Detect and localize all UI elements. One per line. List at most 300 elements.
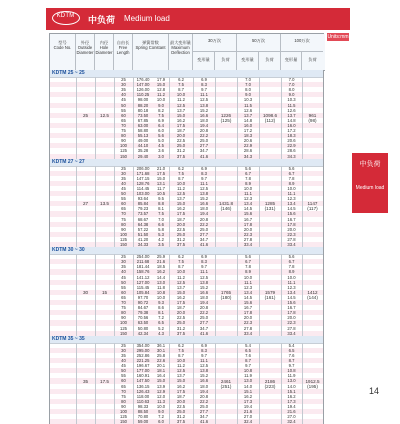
cell-deflection-300k: 41.6 [199, 330, 209, 336]
column-divider [215, 166, 216, 248]
cell-deflection-1m: 14.8 [287, 117, 296, 123]
cell-free-length: 150 [120, 153, 127, 159]
cell-deflection-300k: 41.6 [199, 419, 209, 424]
cell-free-length: 55 [121, 373, 126, 379]
cell-deflection-300k: 19.4 [199, 122, 209, 128]
cell-spring-constant: 126.00 [136, 87, 150, 93]
group-od [76, 201, 95, 206]
cell-deflection-300k: 15.2 [199, 373, 209, 379]
cell-spring-constant-kgf: 13.9 [156, 383, 166, 389]
cell-max-deflection: 15.0 [176, 289, 186, 295]
group-load-300k-value: 1431.8 [218, 201, 234, 207]
cell-spring-constant-kgf: 7.5 [158, 112, 164, 118]
cell-spring-constant: 177.00 [136, 368, 150, 374]
cell-deflection-1m: 11.5 [287, 102, 296, 108]
page-number: 14 [369, 386, 380, 396]
cell-deflection-300k: 13.8 [199, 279, 209, 285]
cell-deflection-500k: 12.3 [243, 284, 253, 290]
cell-max-deflection: 37.5 [176, 419, 186, 424]
cell-deflection-1m: 5.4 [288, 342, 295, 348]
cell-spring-constant: 128.76 [136, 180, 150, 186]
cell-free-length: 40 [121, 358, 126, 364]
cell-max-deflection: 17.5 [176, 388, 186, 394]
cell-max-deflection: 13.7 [176, 107, 186, 113]
group-load-1m-value: 1147 [307, 201, 318, 207]
cell-spring-constant-kgf: 18.5 [156, 264, 166, 270]
cell-spring-constant-kgf: 6.5 [158, 320, 164, 326]
cell-max-deflection: 22.5 [176, 403, 186, 409]
cell-deflection-300k: 41.6 [199, 242, 209, 248]
cell-max-deflection: 31.2 [176, 236, 186, 242]
cell-spring-constant-kgf: 4.3 [158, 330, 164, 336]
cell-deflection-1m: 17.2 [287, 128, 296, 133]
cell-spring-constant: 55.13 [137, 133, 149, 139]
cell-spring-constant: 181.44 [136, 264, 150, 270]
cell-deflection-1m: 18.3 [287, 133, 296, 139]
cell-max-deflection: 15.0 [176, 201, 186, 207]
cell-free-length: 50 [121, 191, 126, 197]
cell-deflection-300k: 9.7 [201, 264, 207, 270]
group-load-300k-kgf: (146) [220, 206, 232, 212]
group-load-1m [302, 379, 323, 389]
cell-deflection-1m: 13.4 [287, 201, 296, 207]
cell-deflection-500k: 9.7 [245, 363, 251, 369]
cell-spring-constant: 67.85 [137, 117, 149, 123]
cell-spring-constant: 70.80 [137, 414, 149, 420]
column-divider [114, 166, 115, 248]
col-life-1m [281, 34, 323, 52]
group-load-300k-value: 1226 [220, 112, 232, 118]
cell-spring-constant: 73.57 [137, 211, 149, 217]
cell-max-deflection: 7.5 [178, 347, 184, 353]
cell-deflection-1m: 20.6 [287, 138, 296, 144]
cell-spring-constant-kgf: 9.3 [158, 300, 164, 306]
cell-spring-constant: 42.34 [137, 330, 149, 336]
cell-free-length: 125 [120, 236, 127, 242]
cell-spring-constant: 196.67 [136, 363, 150, 369]
column-divider [133, 77, 134, 159]
cell-free-length: 45 [121, 97, 126, 103]
cell-deflection-300k: 16.6 [199, 112, 209, 118]
cell-spring-constant-kgf: 16.4 [156, 373, 166, 379]
cell-spring-constant-kgf: 6.6 [158, 221, 164, 227]
cell-deflection-500k: 27.0 [243, 414, 253, 420]
cell-deflection-300k: 6.9 [201, 254, 207, 260]
cell-deflection-500k: 11.1 [244, 279, 252, 285]
cell-free-length: 150 [120, 419, 127, 424]
column-divider [76, 166, 77, 248]
cell-free-length: 30 [121, 82, 126, 88]
cell-max-deflection: 17.5 [176, 122, 186, 128]
spec-group-title-text: KDTM 25 ~ 25 [52, 70, 85, 76]
cell-deflection-1m: 10.8 [287, 368, 296, 374]
cell-deflection-500k: 8.9 [245, 269, 251, 275]
col-load-2: 负荷 [259, 52, 281, 70]
cell-free-length: 35 [121, 264, 126, 270]
cell-spring-constant-kgf: 10.0 [156, 294, 166, 300]
cell-deflection-1m: 34.3 [287, 153, 296, 159]
cell-spring-constant: 211.68 [136, 259, 150, 265]
cell-spring-constant: 64.38 [137, 221, 149, 227]
cell-deflection-1m: 7.0 [288, 77, 295, 82]
cell-free-length: 35 [121, 87, 126, 93]
cell-spring-constant-kgf: 15.0 [156, 175, 166, 181]
column-divider [95, 166, 96, 248]
cell-max-deflection: 17.5 [176, 211, 186, 217]
cell-deflection-500k: 16.7 [243, 305, 253, 311]
group-load-300k-value: 2461 [220, 378, 232, 384]
cell-spring-constant-kgf: 4.5 [158, 143, 164, 149]
cell-deflection-500k: 20.6 [243, 138, 253, 144]
cell-spring-constant-kgf: 14.4 [156, 274, 166, 280]
cell-spring-constant-kgf: 10.8 [156, 289, 166, 295]
cell-max-deflection: 6.2 [178, 165, 184, 171]
cell-max-deflection: 37.5 [176, 242, 186, 248]
cell-deflection-300k: 27.7 [199, 409, 209, 415]
cell-deflection-300k: 9.7 [201, 87, 207, 93]
cell-max-deflection: 25.0 [176, 409, 186, 415]
group-od-value: 27 [82, 201, 89, 207]
cell-spring-constant-kgf: 11.8 [157, 284, 165, 290]
cell-free-length: 60 [121, 201, 126, 207]
cell-deflection-500k: 7.6 [245, 352, 251, 358]
cell-spring-constant-kgf: 11.7 [157, 185, 165, 191]
cell-free-length: 55 [121, 196, 126, 202]
cell-deflection-500k: 20.0 [243, 226, 253, 232]
cell-max-deflection: 8.7 [178, 175, 184, 181]
column-divider [281, 166, 282, 248]
cell-spring-constant: 171.68 [136, 170, 150, 176]
col-defl-2: 变形量 [237, 52, 259, 70]
cell-free-length: 75 [121, 128, 126, 133]
cell-free-length: 150 [120, 330, 127, 336]
cell-free-length: 80 [121, 133, 126, 139]
cell-deflection-1m: 11.1 [287, 279, 296, 285]
cell-max-deflection: 31.2 [176, 325, 186, 331]
column-divider [193, 254, 194, 336]
cell-spring-constant-kgf: 21.0 [156, 165, 166, 171]
cell-spring-constant-kgf: 5.2 [158, 325, 164, 331]
cell-deflection-1m: 12.3 [287, 196, 296, 202]
cell-deflection-500k: 10.0 [243, 185, 253, 191]
cell-deflection-500k: 9.0 [245, 92, 251, 98]
cell-max-deflection: 18.7 [176, 305, 186, 311]
cell-deflection-300k: 11.1 [200, 269, 208, 275]
cell-spring-constant-kgf: 25.8 [156, 352, 166, 358]
group-id-value: 12.5 [100, 112, 109, 118]
section-tab-en: Medium load [355, 185, 385, 191]
cell-deflection-300k: 20.8 [199, 305, 209, 311]
group-load-1m-kgf: (98) [308, 117, 317, 123]
cell-spring-constant-kgf: 22.6 [156, 358, 166, 364]
cell-free-length: 75 [121, 216, 126, 222]
column-divider [114, 343, 115, 424]
cell-spring-constant-kgf: 5.6 [158, 133, 164, 139]
group-load-1m-value: 1412 [307, 289, 318, 295]
spec-group [50, 247, 323, 336]
cell-spring-constant-kgf: 7.5 [158, 211, 164, 217]
cell-free-length: 75 [121, 393, 126, 399]
cell-spring-constant-kgf: 12.8 [156, 87, 166, 93]
cell-deflection-1m: 13.0 [287, 378, 296, 384]
cell-deflection-300k: 6.9 [201, 77, 207, 82]
cell-free-length: 90 [121, 403, 126, 409]
cell-max-deflection: 6.2 [178, 77, 184, 82]
col-life-500k [237, 34, 281, 52]
cell-deflection-500k: 18.3 [243, 133, 253, 139]
brand-logo-text: KDTM [56, 13, 75, 19]
cell-deflection-1m: 20.0 [287, 226, 296, 232]
cell-deflection-500k: 27.8 [243, 325, 253, 331]
header-title-cn: 中负荷 [88, 15, 116, 25]
cell-spring-constant: 141.12 [136, 274, 150, 280]
cell-deflection-500k: 12.6 [243, 107, 253, 113]
cell-spring-constant: 98.00 [137, 97, 149, 103]
cell-deflection-500k: 17.2 [243, 128, 253, 133]
cell-max-deflection: 10.0 [176, 358, 186, 364]
cell-max-deflection: 22.5 [176, 226, 186, 232]
cell-spring-constant: 63.50 [137, 320, 149, 326]
spec-group-title-text: KDTM 27 ~ 27 [52, 158, 85, 165]
spec-group [50, 70, 323, 159]
cell-deflection-300k: 15.2 [199, 284, 209, 290]
cell-max-deflection: 20.0 [176, 310, 186, 316]
cell-max-deflection: 7.5 [178, 170, 184, 176]
cell-spring-constant-kgf: 3.0 [158, 153, 164, 159]
column-divider [114, 77, 115, 159]
column-divider [133, 166, 134, 248]
group-load-500k-value: 2186 [264, 378, 276, 384]
cell-free-length: 40 [121, 269, 126, 275]
cell-spring-constant: 158.76 [136, 269, 150, 275]
cell-deflection-300k: 12.5 [199, 97, 209, 103]
cell-deflection-500k: 10.0 [243, 274, 253, 280]
cell-deflection-500k: 22.3 [243, 320, 253, 326]
cell-spring-constant: 252.86 [136, 352, 150, 358]
col-defl-3: 变形量 [281, 52, 302, 70]
cell-deflection-300k: 22.2 [199, 221, 209, 227]
group-load-500k [259, 379, 281, 389]
cell-max-deflection: 20.0 [176, 398, 186, 404]
cell-deflection-500k: 12.3 [243, 196, 253, 202]
cell-deflection-1m: 15.6 [287, 300, 296, 306]
cell-deflection-1m: 10.0 [287, 274, 296, 280]
cell-spring-constant: 44.10 [137, 143, 149, 149]
cell-deflection-500k: 21.6 [243, 409, 253, 415]
cell-max-deflection: 18.7 [176, 216, 186, 222]
column-divider [95, 77, 96, 159]
cell-max-deflection: 22.5 [176, 315, 186, 321]
cell-free-length: 55 [121, 284, 126, 290]
cell-max-deflection: 15.0 [176, 378, 186, 384]
cell-deflection-1m: 6.7 [288, 170, 295, 176]
group-load-300k-kgf: (125) [220, 117, 232, 123]
cell-spring-constant: 85.84 [137, 201, 149, 207]
col-max-deflection-en: Maximum Deflection [171, 45, 190, 55]
cell-free-length: 80 [121, 221, 126, 227]
cell-spring-constant: 49.00 [137, 138, 149, 144]
cell-spring-constant: 88.20 [137, 102, 149, 108]
cell-free-length: 70 [121, 122, 126, 128]
cell-spring-constant: 147.15 [136, 175, 150, 181]
cell-deflection-1m: 8.9 [288, 180, 295, 186]
group-id [95, 113, 114, 118]
cell-deflection-1m: 7.8 [288, 264, 295, 270]
cell-deflection-1m: 17.3 [287, 398, 296, 404]
cell-max-deflection: 13.7 [176, 373, 186, 379]
cell-free-length: 125 [120, 414, 127, 420]
cell-free-length: 90 [121, 138, 126, 144]
cell-spring-constant-kgf: 5.8 [158, 226, 164, 232]
cell-spring-constant: 93.64 [137, 196, 149, 202]
cell-max-deflection: 12.5 [176, 191, 186, 197]
col-load-3: 负荷 [308, 57, 317, 62]
group-load-1m-value: 961 [308, 112, 317, 118]
cell-deflection-1m: 11.1 [287, 191, 296, 197]
cell-deflection-500k: 8.9 [245, 180, 251, 186]
column-divider [302, 343, 303, 424]
cell-free-length: 60 [121, 378, 126, 384]
column-divider [169, 77, 170, 159]
group-load-500k [259, 290, 281, 300]
cell-deflection-300k: 18.0 [199, 117, 209, 123]
cell-max-deflection: 25.0 [176, 231, 186, 237]
cell-deflection-500k: 5.6 [245, 254, 251, 260]
cell-spring-constant: 68.67 [137, 216, 149, 222]
group-load-500k-value: 1285 [264, 201, 276, 207]
cell-free-length: 100 [120, 409, 127, 415]
group-load-1m [302, 201, 323, 211]
cell-deflection-300k: 34.7 [199, 236, 209, 242]
cell-free-length: 70 [121, 211, 126, 217]
col-load-1: 负荷 [215, 52, 237, 70]
cell-spring-constant-kgf: 3.6 [158, 148, 164, 154]
cell-spring-constant: 126.43 [136, 388, 150, 394]
col-free-length-cn: 自由长 [116, 40, 130, 45]
header-bar [46, 8, 350, 30]
cell-max-deflection: 6.2 [178, 342, 184, 348]
cell-deflection-500k: 33.4 [243, 330, 253, 336]
cell-spring-constant: 63.00 [137, 122, 149, 128]
cell-max-deflection: 13.7 [176, 196, 186, 202]
cell-free-length: 30 [121, 347, 126, 353]
cell-deflection-500k: 8.7 [245, 358, 251, 364]
cell-deflection-300k: 19.4 [199, 300, 209, 306]
cell-spring-constant: 110.63 [136, 398, 150, 404]
col-model [50, 34, 76, 70]
cell-spring-constant: 97.70 [137, 294, 149, 300]
cell-spring-constant-kgf: 11.2 [157, 92, 165, 98]
cell-deflection-1m: 10.3 [287, 97, 296, 103]
cell-deflection-300k: 8.3 [201, 170, 207, 176]
column-divider [259, 77, 260, 159]
cell-deflection-500k: 28.6 [243, 148, 253, 154]
cell-deflection-300k: 16.6 [199, 289, 209, 295]
cell-deflection-500k: 34.3 [243, 153, 253, 159]
group-load-1m-kgf: (144) [307, 294, 318, 300]
cell-spring-constant-kgf: 12.9 [156, 388, 166, 394]
cell-spring-constant-kgf: 15.0 [156, 82, 166, 88]
cell-max-deflection: 12.5 [176, 368, 186, 374]
column-divider [281, 254, 282, 336]
group-id-value: 15 [101, 289, 108, 295]
cell-deflection-500k: 5.6 [245, 165, 251, 171]
col-free-length [114, 34, 133, 70]
cell-deflection-300k: 34.7 [199, 414, 209, 420]
cell-deflection-1m: 13.7 [287, 112, 296, 118]
cell-deflection-1m: 7.0 [288, 82, 295, 88]
cell-spring-constant-kgf: 17.9 [156, 77, 166, 82]
group-load-300k-kgf: (180) [220, 294, 232, 300]
cell-free-length: 45 [121, 185, 126, 191]
cell-spring-constant: 34.33 [137, 242, 149, 248]
cell-spring-constant: 50.80 [137, 325, 149, 331]
cell-max-deflection: 16.2 [176, 294, 186, 300]
column-divider [95, 343, 96, 424]
cell-deflection-1m: 15.6 [287, 211, 296, 217]
spec-group-title-text: KDTM 30 ~ 30 [52, 247, 85, 254]
group-od [76, 379, 95, 384]
col-life-300k [193, 34, 237, 52]
cell-deflection-500k: 33.4 [243, 242, 253, 248]
cell-deflection-500k: 22.9 [243, 143, 253, 149]
cell-spring-constant: 206.00 [136, 165, 150, 171]
cell-max-deflection: 7.5 [178, 82, 184, 88]
cell-deflection-500k: 17.3 [243, 398, 253, 404]
cell-deflection-1m: 7.6 [288, 352, 295, 358]
group-load-500k-value: 1098.6 [262, 112, 278, 118]
cell-free-length: 80 [121, 398, 126, 404]
cell-deflection-300k: 11.1 [200, 358, 208, 364]
spec-group-title-text: KDTM 35 ~ 35 [52, 335, 85, 342]
cell-deflection-300k: 8.3 [201, 259, 207, 265]
group-od-value: 30 [82, 289, 89, 295]
cell-deflection-300k: 20.8 [199, 128, 209, 133]
cell-deflection-500k: 20.0 [243, 315, 253, 321]
column-divider [259, 254, 260, 336]
cell-deflection-1m: 9.0 [288, 92, 295, 98]
cell-deflection-500k: 13.4 [243, 201, 253, 207]
cell-deflection-300k: 20.8 [199, 216, 209, 222]
cell-free-length: 90 [121, 226, 126, 232]
cell-free-length: 30 [121, 170, 126, 176]
cell-free-length: 65 [121, 206, 126, 212]
cell-deflection-300k: 25.0 [199, 315, 209, 321]
cell-deflection-1m: 16.2 [287, 393, 296, 399]
column-divider [237, 343, 238, 424]
cell-spring-constant: 41.20 [137, 236, 149, 242]
cell-deflection-500k: 16.2 [243, 393, 253, 399]
cell-max-deflection: 11.2 [177, 97, 185, 103]
group-load-1m-value: 1912.5 [305, 378, 320, 384]
column-divider [76, 254, 77, 336]
cell-deflection-1m: 6.7 [288, 259, 295, 265]
cell-spring-constant-kgf: 21.6 [156, 259, 166, 265]
cell-deflection-1m: 17.8 [287, 221, 296, 227]
cell-spring-constant: 70.56 [137, 315, 149, 321]
cell-deflection-500k: 7.0 [245, 82, 251, 88]
spec-group [50, 336, 323, 424]
cell-max-deflection: 31.2 [176, 414, 186, 420]
col-life-300k-label: 30万次 [207, 38, 222, 43]
cell-deflection-300k: 22.2 [199, 398, 209, 404]
cell-max-deflection: 16.2 [176, 206, 186, 212]
cell-spring-constant-kgf: 5.3 [158, 231, 164, 237]
col-life-500k-label: 50万次 [251, 38, 266, 43]
cell-free-length: 125 [120, 148, 127, 154]
cell-deflection-500k: 14.8 [243, 117, 253, 123]
cell-free-length: 65 [121, 383, 126, 389]
